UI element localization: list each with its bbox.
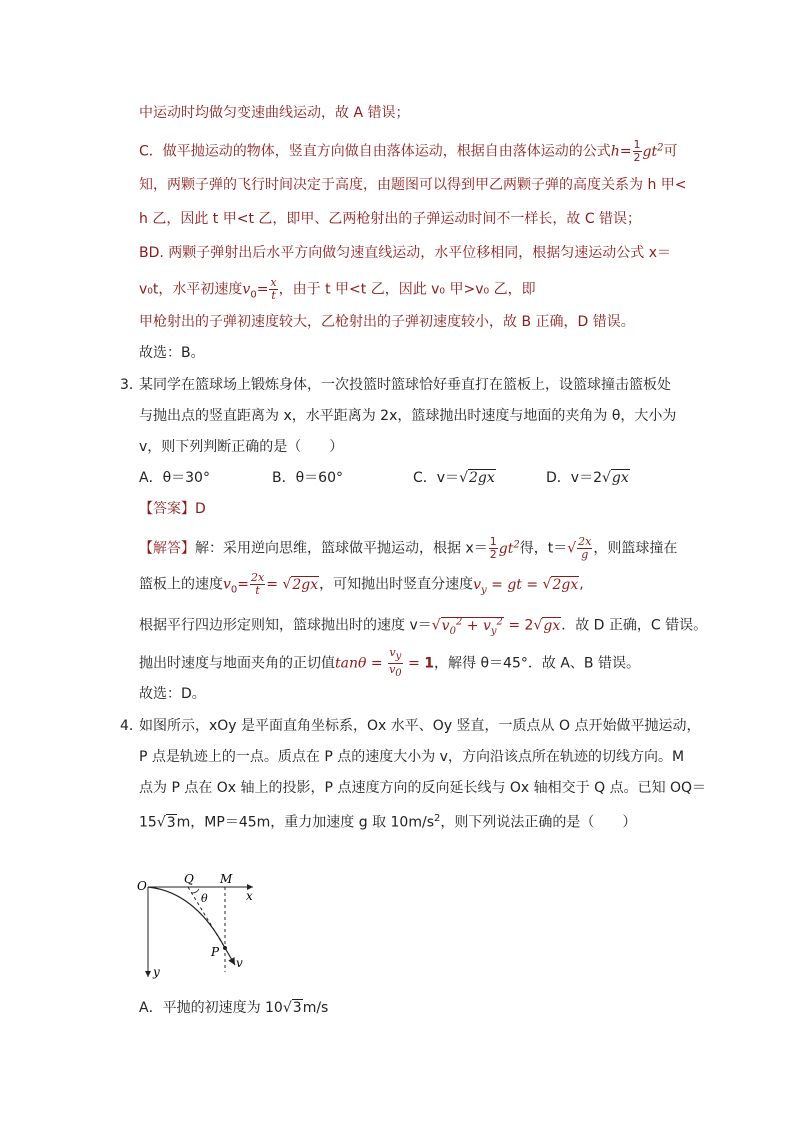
text-line: v₀t，水平初速度$v_0=$ $\frac{x}{t}$ ，由于 t 甲<t 乙，因此 v₀ 甲>v₀ 乙，即: [139, 276, 536, 302]
label-theta: θ: [201, 892, 208, 905]
label-q: Q: [184, 872, 194, 886]
analysis-line: 故选：D。: [139, 686, 206, 702]
label-p: P: [211, 945, 220, 959]
answer-line: 【答案】D: [139, 501, 206, 517]
question-text: 如图所示，xOy 是平面直角坐标系，Ox 水平、Oy 竖直，一质点从 O 点开始做平抛运动，: [139, 718, 701, 734]
question-number: 4．: [120, 718, 143, 734]
question-text: 点为 P 点在 Ox 轴上的投影，P 点速度方向的反向延长线与 Ox 轴相交于 Q 点。已知 OQ＝: [139, 780, 707, 796]
text-line: 故选：B。: [139, 345, 205, 361]
question-number: 3．: [120, 377, 143, 393]
analysis-line: 【解答】解：采用逆向思维，篮球做平抛运动，根据 x＝ $\frac{1}{2}$ $gt^2$得，t＝√ $\frac{2x}{g}$ ，则篮球撞在: [139, 535, 678, 562]
question-text: P 点是轨迹上的一点。质点在 P 点的速度大小为 v，方向沿该点所在轨迹的切线方向。M: [139, 749, 685, 765]
label-m: M: [220, 872, 233, 886]
label-v: v: [236, 956, 243, 970]
trajectory-figure: [135, 872, 265, 987]
option-a: A．平抛的初速度为 10√3m/s: [139, 1000, 329, 1016]
text-line: 中运动时均做匀变速曲线运动，故 A 错误；: [139, 105, 410, 121]
question-text: v，则下列判断正确的是（ ）: [139, 439, 344, 455]
option-c: C．v＝√2gx: [413, 470, 495, 486]
option-a: A．θ＝30°: [139, 470, 210, 486]
analysis-line: 抛出时速度与地面夹角的正切值tanθ = $\frac{v_y}{v_0}$ = 1，解得 θ＝45°．故 A、B 错误。: [139, 646, 640, 680]
label-o: O: [137, 879, 147, 893]
text-line: C．做平抛运动的物体，竖直方向做自由落体运动，根据自由落体运动的公式h= $\frac{1}{2}$ $gt^2$可: [139, 138, 678, 165]
option-d: D．v＝2√gx: [546, 470, 629, 486]
question-text: 与抛出点的竖直距离为 x，水平距离为 2x，篮球抛出时速度与地面的夹角为 θ，大小为: [139, 408, 677, 424]
label-x: x: [246, 889, 253, 903]
text-line: h 乙，因此 t 甲<t 乙，即甲、乙两枪射出的子弹运动时间不一样长，故 C 错误；: [139, 211, 642, 227]
question-text: 15√3m，MP＝45m，重力加速度 g 取 $10m/s^2$，则下列说法正确的是（ ）: [139, 813, 637, 831]
text-line: 甲枪射出的子弹初速度较大，乙枪射出的子弹初速度较小，故 B 正确，D 错误。: [139, 314, 635, 330]
analysis-line: 篮板上的速度$v_0=$ $\frac{2x}{t}$ = √2gx，可知抛出时竖直分速度$v_y$ = gt = √2gx,: [139, 571, 584, 597]
question-text: 某同学在篮球场上锻炼身体，一次投篮时篮球恰好垂直打在篮板上，设篮球撞击篮板处: [139, 377, 671, 393]
analysis-line: 根据平行四边形定则知，篮球抛出时的速度 $v=√v_0^2 + v_y^2 = 2√gx$．故 D 正确，C 错误。: [139, 616, 708, 637]
label-y: y: [153, 965, 160, 979]
text-line: BD. 两颗子弹射出后水平方向做匀速直线运动，水平位移相同，根据匀速运动公式 x＝: [139, 245, 672, 261]
option-b: B．θ＝60°: [272, 470, 343, 486]
text-line: 知，两颗子弹的飞行时间决定于高度，由题图可以得到甲乙两颗子弹的高度关系为 h 甲<: [139, 177, 687, 193]
